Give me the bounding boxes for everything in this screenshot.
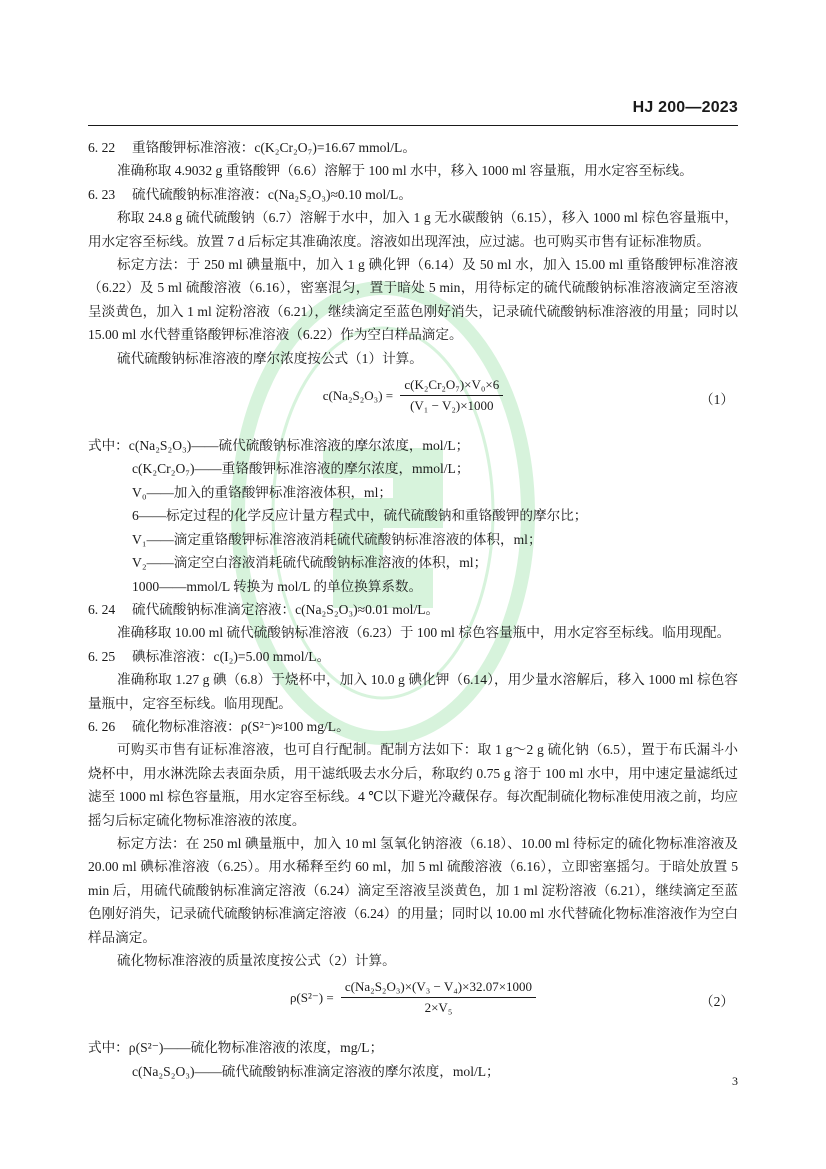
document-body: [88, 136, 738, 1083]
paragraph: 硫化物标准溶液的质量浓度按公式（2）计算。: [117, 953, 396, 968]
formula-2: [88, 978, 738, 1028]
formula-1-number: （1）: [700, 392, 734, 408]
formula-1-denominator: (V₁ − V₂)×1000: [410, 398, 494, 414]
document-code: HJ 200—2023: [632, 99, 738, 116]
definition-item: 6——标定过程的化学反应计量方程式中，硫代硫酸钠和重铬酸钾的摩尔比；: [132, 508, 588, 524]
section-6-25: 6. 25 碘标准溶液：c(I₂)=5.00 mmol/L。: [88, 648, 331, 664]
definition-item: c(Na₂S₂O₃)——硫代硫酸钠标准滴定溶液的摩尔浓度，mol/L；: [132, 1063, 500, 1079]
definitions-2: [88, 1036, 738, 1083]
definition-item: c(K₂Cr₂O₇)——重铬酸钾标准溶液的摩尔浓度，mmol/L；: [132, 461, 470, 477]
paragraph: 准确称取 4.9032 g 重铬酸钾（6.6）溶解于 100 ml 水中，移入 1000 ml 容量瓶，用水定容至标线。: [117, 163, 693, 179]
paragraph: 可购买市售有证标准溶液，也可自行配制。配制方法如下：取 1 g～2 g 硫化钠（6.5），置于布氏漏斗小烧杯中，用水淋洗除去表面杂质，用干滤纸吸去水分后，称取约 0.75 g 溶于 100 ml 水中，用中速定量滤纸过滤至 1000 ml 棕色容量瓶，用水定容至标线。4 ℃以下避光冷藏保存。每次配制硫化物标准使用液之前，均应摇匀后标定硫化物标准溶液的浓度。: [88, 742, 738, 828]
section-6-26: 6. 26 硫化物标准溶液：ρ(S²⁻)≈100 mg/L。: [88, 718, 350, 734]
paragraph: 硫代硫酸钠标准溶液的摩尔浓度按公式（1）计算。: [117, 350, 423, 366]
page-number: 3: [732, 1074, 738, 1088]
paragraph: 准确移取 10.00 ml 硫代硫酸钠标准溶液（6.23）于 100 ml 棕色容量瓶中，用水定容至标线。临用现配。: [117, 625, 731, 641]
formula-2-lhs: ρ(S²⁻) =: [289, 990, 334, 1006]
paragraph: 称取 24.8 g 硫代硫酸钠（6.7）溶解于水中，加入 1 g 无水碳酸钠（6.15），移入 1000 ml 棕色容量瓶中，用水定容至标线。放置 7 d 后标定其准确浓度。溶液如出现浑浊，应过滤。也可购买市售有证标准物质。: [88, 210, 738, 249]
formula-1-numerator: c(K₂Cr₂O₇)×V₀×6: [400, 376, 503, 396]
definition-item: 式中：ρ(S²⁻)——硫化物标准溶液的浓度，mg/L；: [88, 1040, 384, 1056]
formula-2-denominator: 2×V₅: [424, 1000, 453, 1016]
formula-1: [88, 376, 738, 426]
section-6-22: 6. 22 重铬酸钾标准溶液：c(K₂Cr₂O₇)=16.67 mmol/L。: [88, 140, 416, 155]
formula-2-numerator: c(Na₂S₂O₃)×(V₃ − V₄)×32.07×1000: [341, 978, 536, 998]
formula-1-fraction: [400, 376, 503, 415]
paragraph: 标定方法：于 250 ml 碘量瓶中，加入 1 g 碘化钾（6.14）及 50 ml 水，加入 15.00 ml 重铬酸钾标准溶液（6.22）及 5 ml 硫酸溶液（6.16），密塞混匀，置于暗处 5 min，用待标定的硫代硫酸钠标准溶液滴定至溶液呈淡黄色，加入 1 ml 淀粉溶液（6.21），继续滴定至蓝色刚好消失，记录硫代硫酸钠标准溶液的用量；同时以 15.00 ml 水代替重铬酸钾标准溶液（6.22）作为空白样品滴定。: [88, 257, 738, 343]
definition-item: V₂——滴定空白溶液消耗硫代硫酸钠标准溶液的体积，ml；: [132, 555, 488, 571]
header-rule: [88, 125, 738, 126]
formula-2-fraction: [341, 978, 536, 1017]
definitions-1: [88, 434, 738, 598]
definition-item: 1000——mmol/L 转换为 mol/L 的单位换算系数。: [132, 578, 423, 594]
section-6-23: 6. 23 硫代硫酸钠标准溶液：c(Na₂S₂O₃)≈0.10 mol/L。: [88, 186, 412, 202]
definition-item: V₁——滴定重铬酸钾标准溶液消耗硫代硫酸钠标准溶液的体积，ml；: [132, 531, 542, 547]
paragraph: 标定方法：在 250 ml 碘量瓶中，加入 10 ml 氢氧化钠溶液（6.18）、10.00 ml 待标定的硫化物标准溶液及 20.00 ml 碘标准溶液（6.25）。用水稀释至约 60 ml，加 5 ml 硫酸溶液（6.16），立即密塞摇匀。于暗处放置 5 min 后，用硫代硫酸钠标准滴定溶液（6.24）滴定至溶液呈淡黄色，加 1 ml 淀粉溶液（6.21），继续滴定至蓝色刚好消失，记录硫代硫酸钠标准滴定溶液（6.24）的用量；同时以 10.00 ml 水代替硫化物标准溶液作为空白样品滴定。: [88, 835, 738, 945]
section-6-24: 6. 24 硫代硫酸钠标准滴定溶液：c(Na₂S₂O₃)≈0.01 mol/L。: [88, 601, 440, 617]
definition-item: 式中：c(Na₂S₂O₃)——硫代硫酸钠标准溶液的摩尔浓度，mol/L；: [88, 438, 470, 454]
formula-1-lhs: c(Na₂S₂O₃) =: [322, 387, 394, 403]
paragraph: 准确称取 1.27 g 碘（6.8）于烧杯中，加入 10.0 g 碘化钾（6.14），用少量水溶解后，移入 1000 ml 棕色容量瓶中，定容至标线。临用现配。: [88, 672, 738, 711]
formula-2-number: （2）: [700, 994, 734, 1010]
definition-item: V₀——加入的重铬酸钾标准溶液体积，ml；: [132, 484, 393, 500]
